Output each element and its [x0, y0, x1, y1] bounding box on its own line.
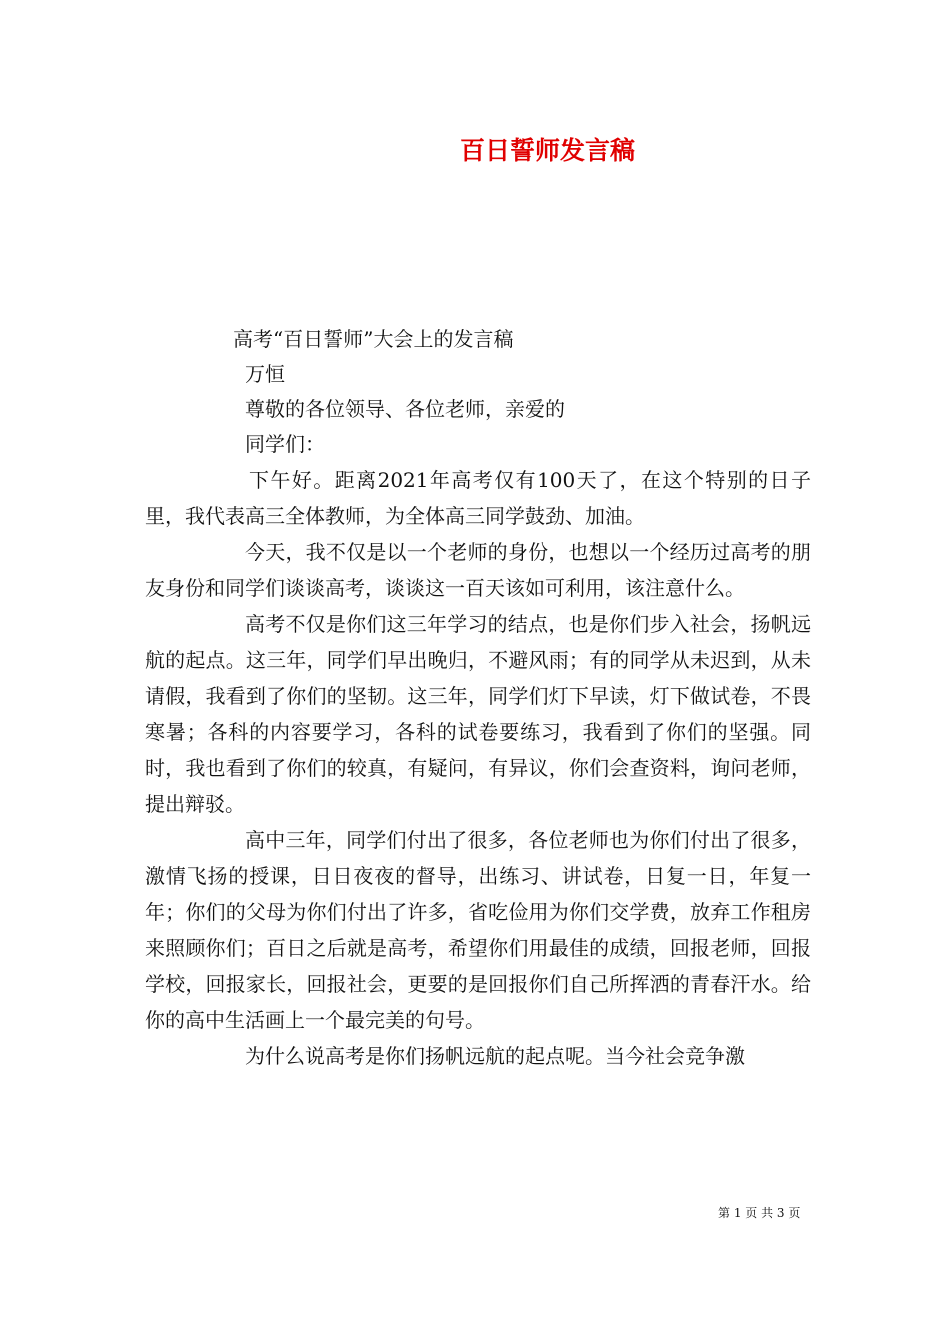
- paragraph-starting-point: 为什么说高考是你们扬帆远航的起点呢。当今社会竞争激: [245, 1044, 745, 1068]
- paragraph-gratitude: 高中三年，同学们付出了很多，各位老师也为你们付出了很多，激情飞扬的授课，日日夜夜的督导，出练习、讲试卷，日复一日，年复一年；你们的父母为你们付出了许多，省吃俭用为你们交学费，放弃工作租房来照顾你们；百日之后就是高考，希望你们用最佳的成绩，回报老师，回报学校，回报家长，回报社会，更要的是回报你们自己所挥洒的青春汗水。给你的高中生活画上一个最完美的句号。: [145, 828, 811, 1032]
- paragraph-three-years: 高考不仅是你们这三年学习的结点，也是你们步入社会，扬帆远航的起点。这三年，同学们早出晚归，不避风雨；有的同学从未迟到，从未请假，我看到了你们的坚韧。这三年，同学们灯下早读，灯下做试卷，不畏寒暑；各科的内容要学习，各科的试卷要练习，我看到了你们的坚强。同时，我也看到了你们的较真，有疑问，有异议，你们会查资料，询问老师，提出辩驳。: [145, 612, 811, 816]
- speech-heading: 高考“百日誓师”大会上的发言稿: [233, 327, 514, 351]
- document-body: [145, 322, 811, 1074]
- salutation-line-1: 尊敬的各位领导、各位老师，亲爱的: [245, 397, 565, 421]
- author-name: 万恒: [245, 362, 285, 386]
- paragraph-greeting: 下午好。距离2021年高考仅有100天了，在这个特别的日子里，我代表高三全体教师，为全体高三同学鼓劲、加油。: [145, 468, 811, 528]
- salutation-line-2: 同学们：: [245, 432, 325, 456]
- page-number: 第 1 页 共 3 页: [718, 1206, 801, 1220]
- document-title: 百日誓师发言稿: [459, 136, 635, 165]
- paragraph-identity: 今天，我不仅是以一个老师的身份，也想以一个经历过高考的朋友身份和同学们谈谈高考，谈谈这一百天该如可利用，该注意什么。: [145, 540, 811, 600]
